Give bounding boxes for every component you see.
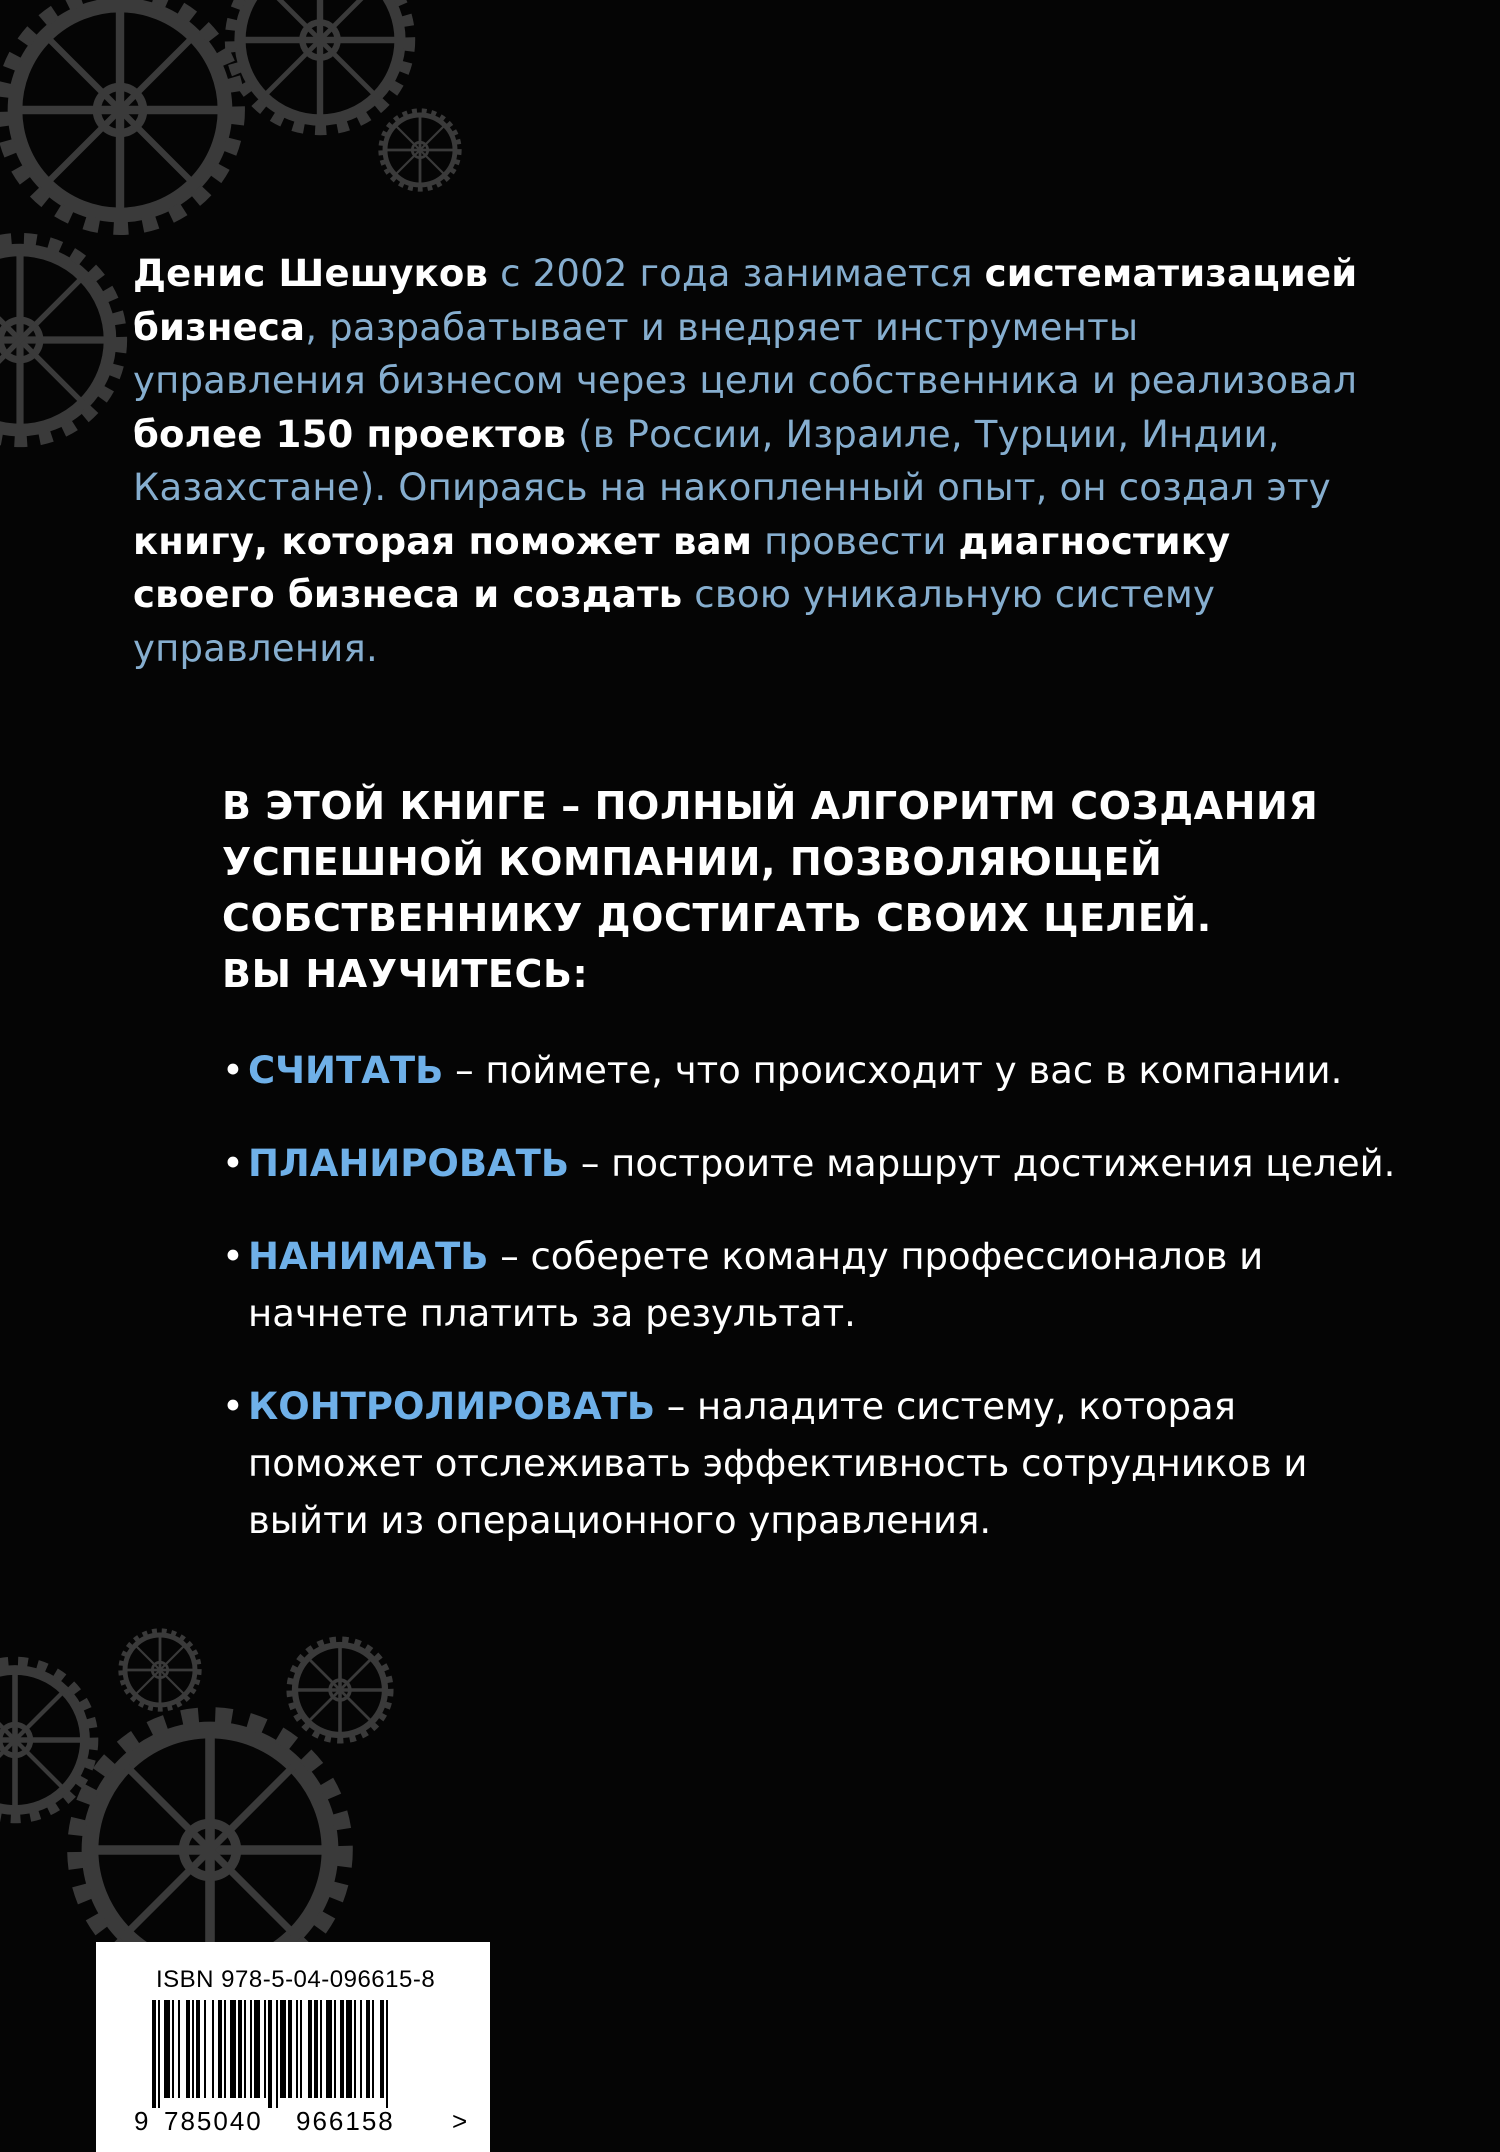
barcode-bar [238, 2000, 242, 2098]
isbn-label: ISBN 978-5-04-096615-8 [156, 1966, 436, 1993]
intro-text: (в России, Израиле, Турции, Индии, Казахстане). Опираясь на накопленный опыт, он создал эту [133, 412, 1331, 509]
gear-icon [121, 1631, 199, 1709]
headline [222, 778, 1402, 1002]
barcode-bar [178, 2000, 180, 2098]
gear-icon [2, 0, 237, 228]
barcode-bars [152, 2000, 388, 2108]
barcode-bar [254, 2000, 260, 2098]
intro-text: провести [752, 519, 959, 563]
intro-bold: диагностику своего бизнеса и создать [133, 519, 1231, 616]
intro-text: свою уникальную систему управления. [133, 573, 1216, 670]
barcode-bar [152, 2000, 156, 2108]
bullet-marker: • [222, 1385, 244, 1428]
headline-line: СОБСТВЕННИКУ ДОСТИГАТЬ СВОИХ ЦЕЛЕЙ. [222, 896, 1212, 940]
barcode-bar [218, 2000, 222, 2098]
bullet-marker: • [222, 1049, 244, 1092]
barcode-bar [326, 2000, 332, 2098]
barcode-bar [296, 2000, 298, 2098]
barcode-bar [380, 2000, 384, 2098]
gear-icon [0, 239, 121, 441]
barcode-bar [308, 2000, 312, 2098]
barcode-bar [280, 2000, 286, 2098]
barcode-digit: 966158 [296, 2106, 395, 2134]
barcode-bar [360, 2000, 362, 2098]
isbn-barcode-box [96, 1942, 490, 2152]
barcode-bar [268, 2000, 272, 2108]
barcode-bar [192, 2000, 194, 2098]
barcode-bar [158, 2000, 160, 2108]
intro-paragraph [133, 247, 1383, 675]
list-item [222, 1135, 1402, 1192]
barcode-bar [264, 2000, 266, 2098]
barcode-bar [276, 2000, 278, 2108]
barcode-digit: 785040 [164, 2106, 263, 2134]
author-name: Денис Шешуков [133, 252, 489, 295]
bullet-marker: • [222, 1235, 244, 1278]
barcode-bar [354, 2000, 356, 2098]
barcode-bar [244, 2000, 246, 2098]
barcode-bar [334, 2000, 336, 2098]
barcode-bar [250, 2000, 252, 2098]
intro-text: с 2002 года занимается [488, 252, 985, 295]
bullet-text: – поймете, что происходит у вас в компании. [443, 1049, 1343, 1092]
barcode-bar [224, 2000, 226, 2098]
content-section [222, 778, 1402, 1585]
bullet-text: – построите маршрут достижения целей. [569, 1142, 1396, 1185]
intro-text: , разрабатывает и внедряет инструменты управления бизнесом через цели собственника и реализовал [133, 305, 1358, 402]
headline-line: УСПЕШНОЙ КОМПАНИИ, ПОЗВОЛЯЮЩЕЙ [222, 840, 1163, 884]
bullet-keyword: ПЛАНИРОВАТЬ [248, 1142, 570, 1185]
intro-bold: систематизацией бизнеса [133, 252, 1358, 349]
barcode-bar [288, 2000, 292, 2098]
gear-icon [381, 111, 459, 189]
bullet-keyword: КОНТРОЛИРОВАТЬ [248, 1385, 656, 1428]
barcode-bar [366, 2000, 370, 2098]
bullet-text: – соберете команду профессионалов и начнете платить за результат. [248, 1235, 1264, 1335]
barcode-bar [172, 2000, 174, 2098]
list-item [222, 1042, 1402, 1099]
list-item [222, 1378, 1402, 1549]
intro-bold: более 150 проектов [133, 412, 567, 456]
headline-line: В ЭТОЙ КНИГЕ – ПОЛНЫЙ АЛГОРИТМ СОЗДАНИЯ [222, 784, 1319, 828]
barcode-bar [212, 2000, 214, 2098]
list-item [222, 1228, 1402, 1342]
barcode-bar [340, 2000, 344, 2098]
barcode-bar [372, 2000, 374, 2098]
bullet-marker: • [222, 1142, 244, 1185]
barcode-bar [320, 2000, 322, 2098]
barcode-bar [230, 2000, 236, 2098]
barcode-digit: 9 [134, 2106, 149, 2134]
barcode-digit: > [452, 2106, 468, 2134]
gear-icon [230, 0, 409, 130]
barcode-bar [300, 2000, 302, 2098]
barcode [134, 2000, 472, 2134]
barcode-bar [346, 2000, 352, 2098]
bullet-keyword: НАНИМАТЬ [248, 1235, 489, 1278]
bullet-list [222, 1042, 1402, 1549]
intro-bold: книгу, которая поможет вам [133, 519, 753, 563]
barcode-bar [314, 2000, 318, 2098]
bullet-text: – наладите систему, которая поможет отслеживать эффективность сотрудников и выйти из операционного управления. [248, 1385, 1308, 1542]
barcode-bar [204, 2000, 206, 2098]
gear-icon [290, 1640, 391, 1741]
bullet-keyword: СЧИТАТЬ [248, 1049, 444, 1092]
barcode-bar [196, 2000, 200, 2098]
barcode-bar [386, 2000, 388, 2108]
headline-line: ВЫ НАУЧИТЕСЬ: [222, 952, 589, 996]
barcode-bar [186, 2000, 190, 2098]
barcode-bar [164, 2000, 170, 2098]
